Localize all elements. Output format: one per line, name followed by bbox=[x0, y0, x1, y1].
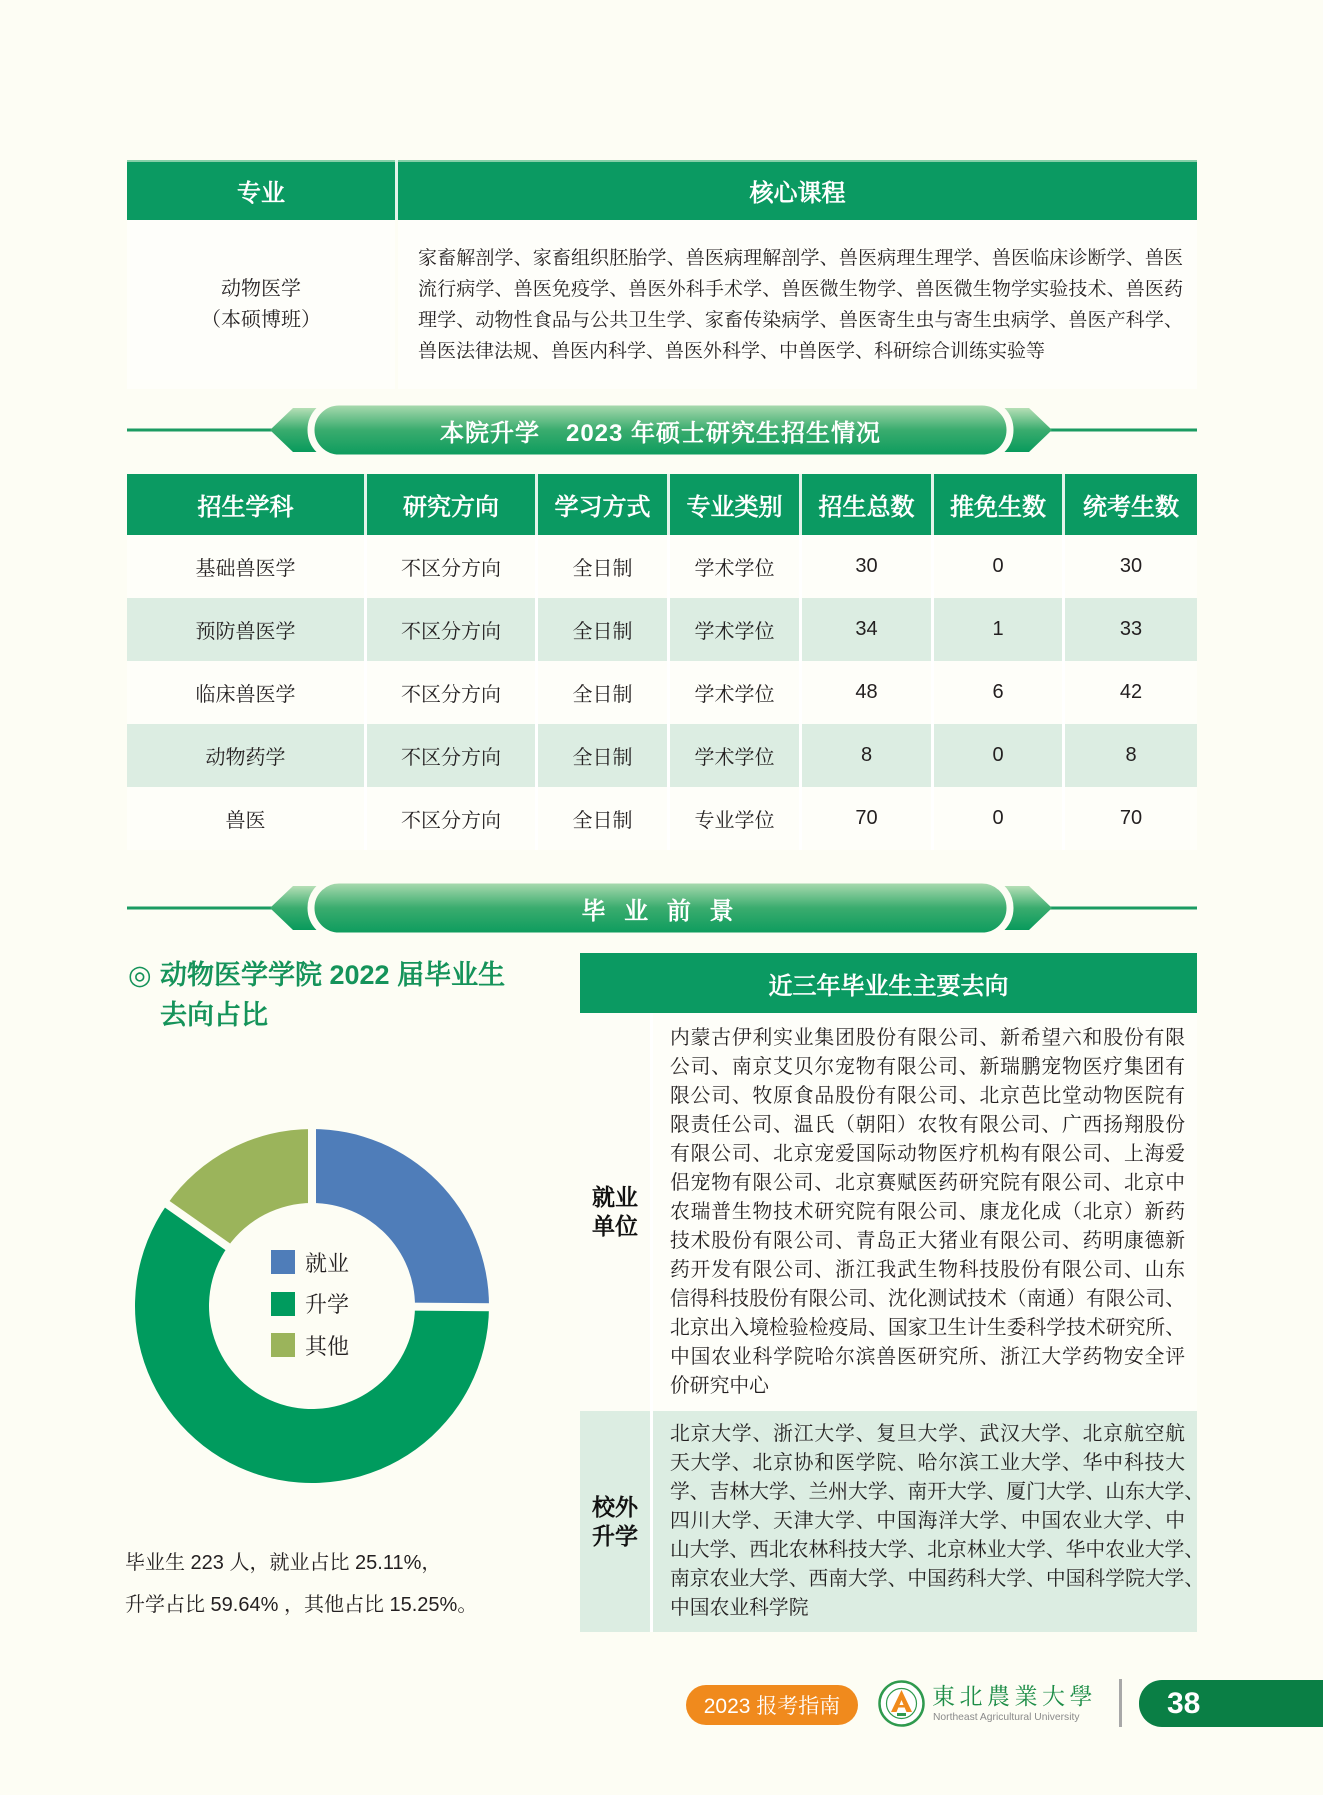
university-line: 北京大学、浙江大学、复旦大学、武汉大学、北京航空航 bbox=[670, 1423, 1185, 1445]
employer-line: 中国农业科学院哈尔滨兽医研究所、浙江大学药物安全评 bbox=[670, 1346, 1185, 1368]
legend-item-employment bbox=[271, 1247, 349, 1277]
employer-list bbox=[653, 1013, 1197, 1411]
cell-study-mode: 全日制 bbox=[538, 535, 670, 598]
table-header-row bbox=[127, 474, 1197, 535]
cell-study-mode: 全日制 bbox=[538, 598, 670, 661]
cell-subject: 动物药学 bbox=[127, 724, 367, 787]
table-row bbox=[127, 661, 1197, 724]
cell-total: 48 bbox=[802, 661, 934, 724]
course-line: 家畜解剖学、家畜组织胚胎学、兽医病理解剖学、兽医病理生理学、兽医临床诊断学、兽医 bbox=[418, 247, 1183, 269]
university-line: 南京农业大学、西南大学、中国药科大学、中国科学院大学、 bbox=[670, 1568, 1205, 1590]
summary-line1: 毕业生 223 人，就业占比 25.11%， bbox=[125, 1552, 442, 1574]
cell-exam: 8 bbox=[1125, 744, 1137, 766]
footer-divider bbox=[1119, 1679, 1122, 1727]
table-row bbox=[127, 724, 1197, 787]
cell-degree-type: 学术学位 bbox=[670, 535, 802, 598]
university-line: 山大学、西北农林科技大学、北京林业大学、华中农业大学、 bbox=[670, 1539, 1205, 1561]
banner-title-left: 本院升学 bbox=[439, 419, 540, 447]
legend-swatch-employment bbox=[271, 1250, 295, 1274]
double-circle-icon: ◎ bbox=[128, 960, 152, 990]
page-number: 38 bbox=[1167, 1686, 1201, 1720]
table-body bbox=[127, 535, 1197, 850]
employment-row bbox=[580, 1013, 1197, 1411]
legend-swatch-other bbox=[271, 1333, 295, 1357]
cell-total: 70 bbox=[802, 787, 934, 850]
university-line: 中国农业科学院 bbox=[670, 1597, 809, 1619]
employer-line: 有限公司、北京宠爱国际动物医疗机构有限公司、上海爱 bbox=[670, 1143, 1185, 1165]
employer-line: 北京出入境检验检疫局、国家卫生计生委科学技术研究所、 bbox=[670, 1317, 1185, 1339]
header-core-courses: 核心课程 bbox=[395, 160, 1197, 220]
cell-exempt: 0 bbox=[934, 535, 1065, 598]
cell-subject: 预防兽医学 bbox=[127, 598, 367, 661]
course-line: 兽医法律法规、兽医内科学、兽医外科学、中兽医学、科研综合训练实验等 bbox=[418, 340, 1046, 362]
table-header-row bbox=[127, 160, 1197, 220]
employer-line: 侣宠物有限公司、北京赛赋医药研究院有限公司、北京中 bbox=[670, 1172, 1185, 1194]
employer-line: 限责任公司、温氏（朝阳）农牧有限公司、广西扬翔股份 bbox=[670, 1114, 1185, 1136]
outcome-title bbox=[128, 955, 505, 1035]
further-study-row bbox=[580, 1411, 1205, 1632]
logo-a-bar bbox=[896, 1705, 907, 1708]
cell-exempt: 0 bbox=[934, 787, 1065, 850]
course-line: 流行病学、兽医免疫学、兽医外科手术学、兽医微生物学、兽医微生物学实验技术、兽医药 bbox=[418, 278, 1183, 300]
employer-line: 限公司、牧原食品股份有限公司、北京芭比堂动物医院有 bbox=[670, 1085, 1185, 1107]
cell-direction: 不区分方向 bbox=[367, 724, 538, 787]
table-row bbox=[127, 535, 1197, 598]
cell-subject: 基础兽医学 bbox=[127, 535, 367, 598]
employment-label bbox=[580, 1013, 653, 1411]
legend-label-further-study: 升学 bbox=[305, 1292, 350, 1317]
logo-plaque bbox=[897, 1713, 906, 1716]
donut-legend bbox=[271, 1247, 349, 1372]
employer-line: 公司、南京艾贝尔宠物有限公司、新瑞鹏宠物医疗集团有 bbox=[670, 1056, 1185, 1078]
outcome-title-line2: 去向占比 bbox=[160, 1000, 268, 1030]
header-degree-type: 专业类别 bbox=[670, 474, 802, 535]
header-subject: 招生学科 bbox=[127, 474, 367, 535]
university-line: 天大学、北京协和医学院、哈尔滨工业大学、华中科技大 bbox=[670, 1452, 1185, 1474]
cell-exempt: 6 bbox=[934, 661, 1065, 724]
cell-exempt: 0 bbox=[934, 724, 1065, 787]
banner-title-right: 2023 年硕士研究生招生情况 bbox=[565, 419, 882, 447]
university-logo-icon bbox=[878, 1680, 925, 1727]
admission-banner-title bbox=[311, 400, 1010, 460]
university-list bbox=[653, 1411, 1205, 1632]
cell-exam: 42 bbox=[1119, 681, 1143, 703]
admission-guide-badge: 2023 报考指南 bbox=[686, 1685, 858, 1725]
university-name-cn: 東北農業大學 bbox=[932, 1684, 1097, 1710]
header-study-mode: 学习方式 bbox=[538, 474, 670, 535]
cell-exam: 33 bbox=[1119, 618, 1143, 640]
header-major: 专业 bbox=[237, 179, 285, 207]
outcome-title-text: 动物医学学院 2022 届毕业生 bbox=[160, 960, 506, 990]
further-study-label-line1: 校外 bbox=[592, 1493, 638, 1520]
donut-gap-line bbox=[411, 1307, 492, 1308]
university-line: 学、吉林大学、兰州大学、南开大学、厦门大学、山东大学、 bbox=[670, 1481, 1205, 1503]
admission-section-banner bbox=[127, 400, 1197, 460]
cell-subject: 临床兽医学 bbox=[127, 661, 367, 724]
employer-line: 价研究中心 bbox=[670, 1375, 769, 1397]
table-row bbox=[127, 598, 1197, 661]
major-cell bbox=[127, 220, 395, 389]
legend-label-employment: 就业 bbox=[305, 1250, 350, 1276]
table-row bbox=[127, 220, 1197, 389]
table-row bbox=[127, 787, 1197, 850]
prospects-banner-title: 毕 业 前 景 bbox=[581, 897, 740, 925]
header-total: 招生总数 bbox=[802, 474, 934, 535]
major-name: 动物医学 bbox=[221, 277, 301, 300]
cell-study-mode: 全日制 bbox=[538, 724, 670, 787]
employer-line: 农瑞普生物技术研究院有限公司、康龙化成（北京）新药 bbox=[670, 1201, 1185, 1223]
legend-item-further-study bbox=[271, 1289, 349, 1319]
prospects-section-banner bbox=[127, 878, 1197, 938]
employment-label-line2: 单位 bbox=[592, 1213, 638, 1239]
cell-direction: 不区分方向 bbox=[367, 535, 538, 598]
admission-table bbox=[127, 474, 1197, 850]
cell-direction: 不区分方向 bbox=[367, 598, 538, 661]
graduate-destinations-table bbox=[580, 953, 1205, 1632]
legend-item-other bbox=[271, 1330, 349, 1360]
cell-subject: 兽医 bbox=[127, 787, 367, 850]
employment-label-line1: 就业 bbox=[592, 1184, 638, 1210]
cell-exam: 70 bbox=[1119, 807, 1143, 829]
employer-line: 药开发有限公司、浙江我武生物科技股份有限公司、山东 bbox=[670, 1259, 1185, 1281]
further-study-label bbox=[580, 1411, 653, 1632]
course-line: 理学、动物性食品与公共卫生学、家畜传染病学、兽医寄生虫与寄生虫病学、兽医产科学、 bbox=[418, 309, 1183, 331]
further-study-label-line2: 升学 bbox=[592, 1522, 638, 1549]
page-number-bar bbox=[1139, 1680, 1323, 1727]
cell-degree-type: 专业学位 bbox=[670, 787, 802, 850]
outcome-title-line1 bbox=[128, 955, 505, 995]
course-list bbox=[395, 220, 1197, 389]
legend-swatch-further-study bbox=[271, 1292, 295, 1316]
header-exam: 统考生数 bbox=[1083, 494, 1179, 521]
cell-degree-type: 学术学位 bbox=[670, 661, 802, 724]
cell-direction: 不区分方向 bbox=[367, 661, 538, 724]
summary-line2: 升学占比 59.64% ，其他占比 15.25%。 bbox=[125, 1594, 478, 1616]
cell-exam: 30 bbox=[1119, 555, 1143, 577]
cell-exempt: 1 bbox=[934, 598, 1065, 661]
cell-total: 34 bbox=[802, 598, 934, 661]
cell-study-mode: 全日制 bbox=[538, 787, 670, 850]
header-exempt: 推免生数 bbox=[934, 474, 1065, 535]
cell-degree-type: 学术学位 bbox=[670, 724, 802, 787]
core-course-table bbox=[127, 160, 1197, 389]
cell-degree-type: 学术学位 bbox=[670, 598, 802, 661]
outcome-summary bbox=[125, 1542, 477, 1626]
legend-label-other: 其他 bbox=[305, 1333, 350, 1359]
cell-total: 8 bbox=[802, 724, 934, 787]
cell-direction: 不区分方向 bbox=[367, 787, 538, 850]
university-name-en: Northeast Agricultural University bbox=[933, 1712, 1080, 1723]
employer-line: 内蒙古伊利实业集团股份有限公司、新希望六和股份有限 bbox=[670, 1027, 1185, 1049]
employer-line: 信得科技股份有限公司、沈化测试技术（南通）有限公司、 bbox=[670, 1288, 1185, 1310]
header-direction: 研究方向 bbox=[367, 474, 538, 535]
employer-line: 技术股份有限公司、青岛正大猪业有限公司、药明康德新 bbox=[670, 1230, 1185, 1252]
destinations-header: 近三年毕业生主要去向 bbox=[580, 953, 1197, 1013]
cell-study-mode: 全日制 bbox=[538, 661, 670, 724]
university-line: 四川大学、天津大学、中国海洋大学、中国农业大学、中 bbox=[670, 1510, 1185, 1532]
program-name: （本硕博班） bbox=[201, 308, 321, 331]
cell-total: 30 bbox=[802, 535, 934, 598]
